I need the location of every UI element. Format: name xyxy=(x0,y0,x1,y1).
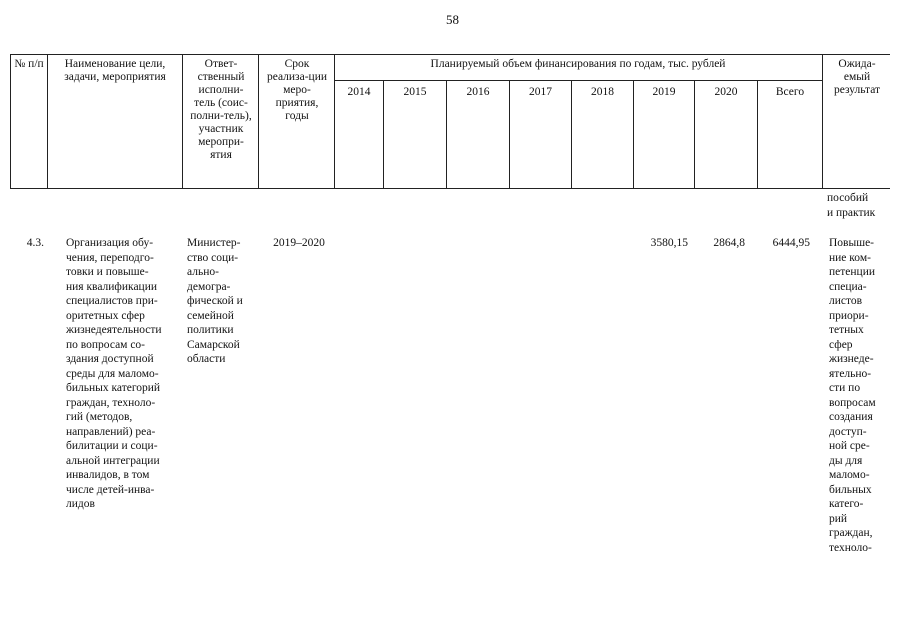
value-2020: 2864,8 xyxy=(713,237,745,249)
row-responsible xyxy=(187,236,255,367)
row-result-line: ной сре- xyxy=(829,440,870,452)
header-result: Ожида-емый результат xyxy=(833,58,881,96)
row-responsible-line: области xyxy=(187,353,226,365)
row-period: 2019–2020 xyxy=(273,237,325,249)
col-line xyxy=(47,54,48,189)
row-number: 4.3. xyxy=(26,237,44,249)
row-result xyxy=(829,236,885,555)
header-num: № п/п xyxy=(14,58,44,70)
row-name xyxy=(66,236,178,512)
carryover-text xyxy=(827,191,875,220)
row-name-line: лидов xyxy=(66,498,95,510)
page-number: 58 xyxy=(446,12,459,27)
row-name-line: инвалидов, в том xyxy=(66,469,150,481)
year-2018: 2018 xyxy=(591,86,614,98)
col-line xyxy=(822,54,823,189)
value-total: 6444,95 xyxy=(772,237,810,249)
year-2020: 2020 xyxy=(714,86,738,98)
year-2015: 2015 xyxy=(403,86,427,98)
row-result-line: ние ком- xyxy=(829,251,871,264)
row-name-line: здания доступной xyxy=(66,353,154,365)
top-border xyxy=(10,54,890,55)
row-result-line: маломо- xyxy=(829,469,870,481)
year-2017: 2017 xyxy=(529,86,552,98)
col-line xyxy=(258,54,259,189)
row-result-line: граждан, xyxy=(829,527,873,539)
header-name: Наименование цели, задачи, мероприятия xyxy=(64,58,166,83)
row-name-line: ния квалификации xyxy=(66,280,158,293)
row-name-line: гий (методов, xyxy=(66,411,133,423)
row-responsible-line: демогра- xyxy=(187,280,231,293)
row-responsible-line: ально- xyxy=(187,266,219,278)
col-line xyxy=(182,54,183,189)
header-funding: Планируемый объем финансирования по годам, тыс. рублей xyxy=(430,58,726,70)
row-result-line: специа- xyxy=(829,280,867,293)
row-result-line: тетных xyxy=(829,324,864,336)
bottom-border xyxy=(10,188,890,189)
row-responsible-line: семейной xyxy=(187,309,234,322)
row-result-line: приори- xyxy=(829,309,869,322)
row-name-line: жизнедеятельности xyxy=(66,324,162,336)
row-name-line: по вопросам со- xyxy=(66,338,146,351)
year-2014: 2014 xyxy=(347,86,371,98)
row-name-line: альной интеграции xyxy=(66,454,160,467)
row-name-line: товки и повыше- xyxy=(66,266,149,278)
row-result-line: Повыше- xyxy=(829,237,875,249)
col-line xyxy=(334,54,335,189)
carryover-line: и практик xyxy=(827,206,876,219)
row-result-line: создания xyxy=(829,411,873,423)
row-name-line: числе детей-инва- xyxy=(66,483,155,496)
row-name-line: среды для маломо- xyxy=(66,367,159,380)
row-responsible-line: фической и xyxy=(187,295,243,307)
row-result-line: листов xyxy=(829,295,863,307)
row-result-line: ды для xyxy=(829,454,863,467)
row-name-line: граждан, техноло- xyxy=(66,396,156,409)
row-result-line: сфер xyxy=(829,338,853,351)
row-name-line: Организация обу- xyxy=(66,237,154,249)
row-result-line: катего- xyxy=(829,498,864,510)
row-result-line: жизнеде- xyxy=(829,353,874,365)
row-name-line: бильных категорий xyxy=(66,382,161,394)
year-2016: 2016 xyxy=(466,86,490,98)
row-responsible-line: ство соци- xyxy=(187,251,239,264)
row-responsible-line: Министер- xyxy=(187,237,241,249)
row-result-line: петенции xyxy=(829,266,876,278)
row-result-line: доступ- xyxy=(829,425,867,438)
row-result-line: техноло- xyxy=(829,541,872,554)
carryover-line: пособий xyxy=(827,192,869,204)
row-responsible-line: Самарской xyxy=(187,338,240,351)
row-name-line: направлений) реа- xyxy=(66,425,156,438)
row-name-line: чения, переподго- xyxy=(66,251,154,264)
year-total: Всего xyxy=(775,86,805,98)
row-result-line: вопросам xyxy=(829,396,876,409)
row-name-line: билитации и соци- xyxy=(66,440,158,452)
row-result-line: сти по xyxy=(829,382,861,394)
col-line xyxy=(10,54,11,189)
row-name-line: оритетных сфер xyxy=(66,309,145,322)
row-responsible-line: политики xyxy=(187,324,234,336)
row-result-line: ятельно- xyxy=(829,367,872,380)
header-responsible: Ответ-ственный исполни-тель (соис-полни-тель), участник меропри-ятия xyxy=(190,58,252,161)
year-2019: 2019 xyxy=(652,86,676,98)
row-name-line: специалистов при- xyxy=(66,295,158,307)
years-row-border xyxy=(334,80,822,81)
row-result-line: бильных xyxy=(829,483,872,496)
row-result-line: рий xyxy=(829,512,848,525)
header-period: Срок реализа-ции меро-приятия, годы xyxy=(266,58,328,122)
value-2019: 3580,15 xyxy=(650,237,688,249)
